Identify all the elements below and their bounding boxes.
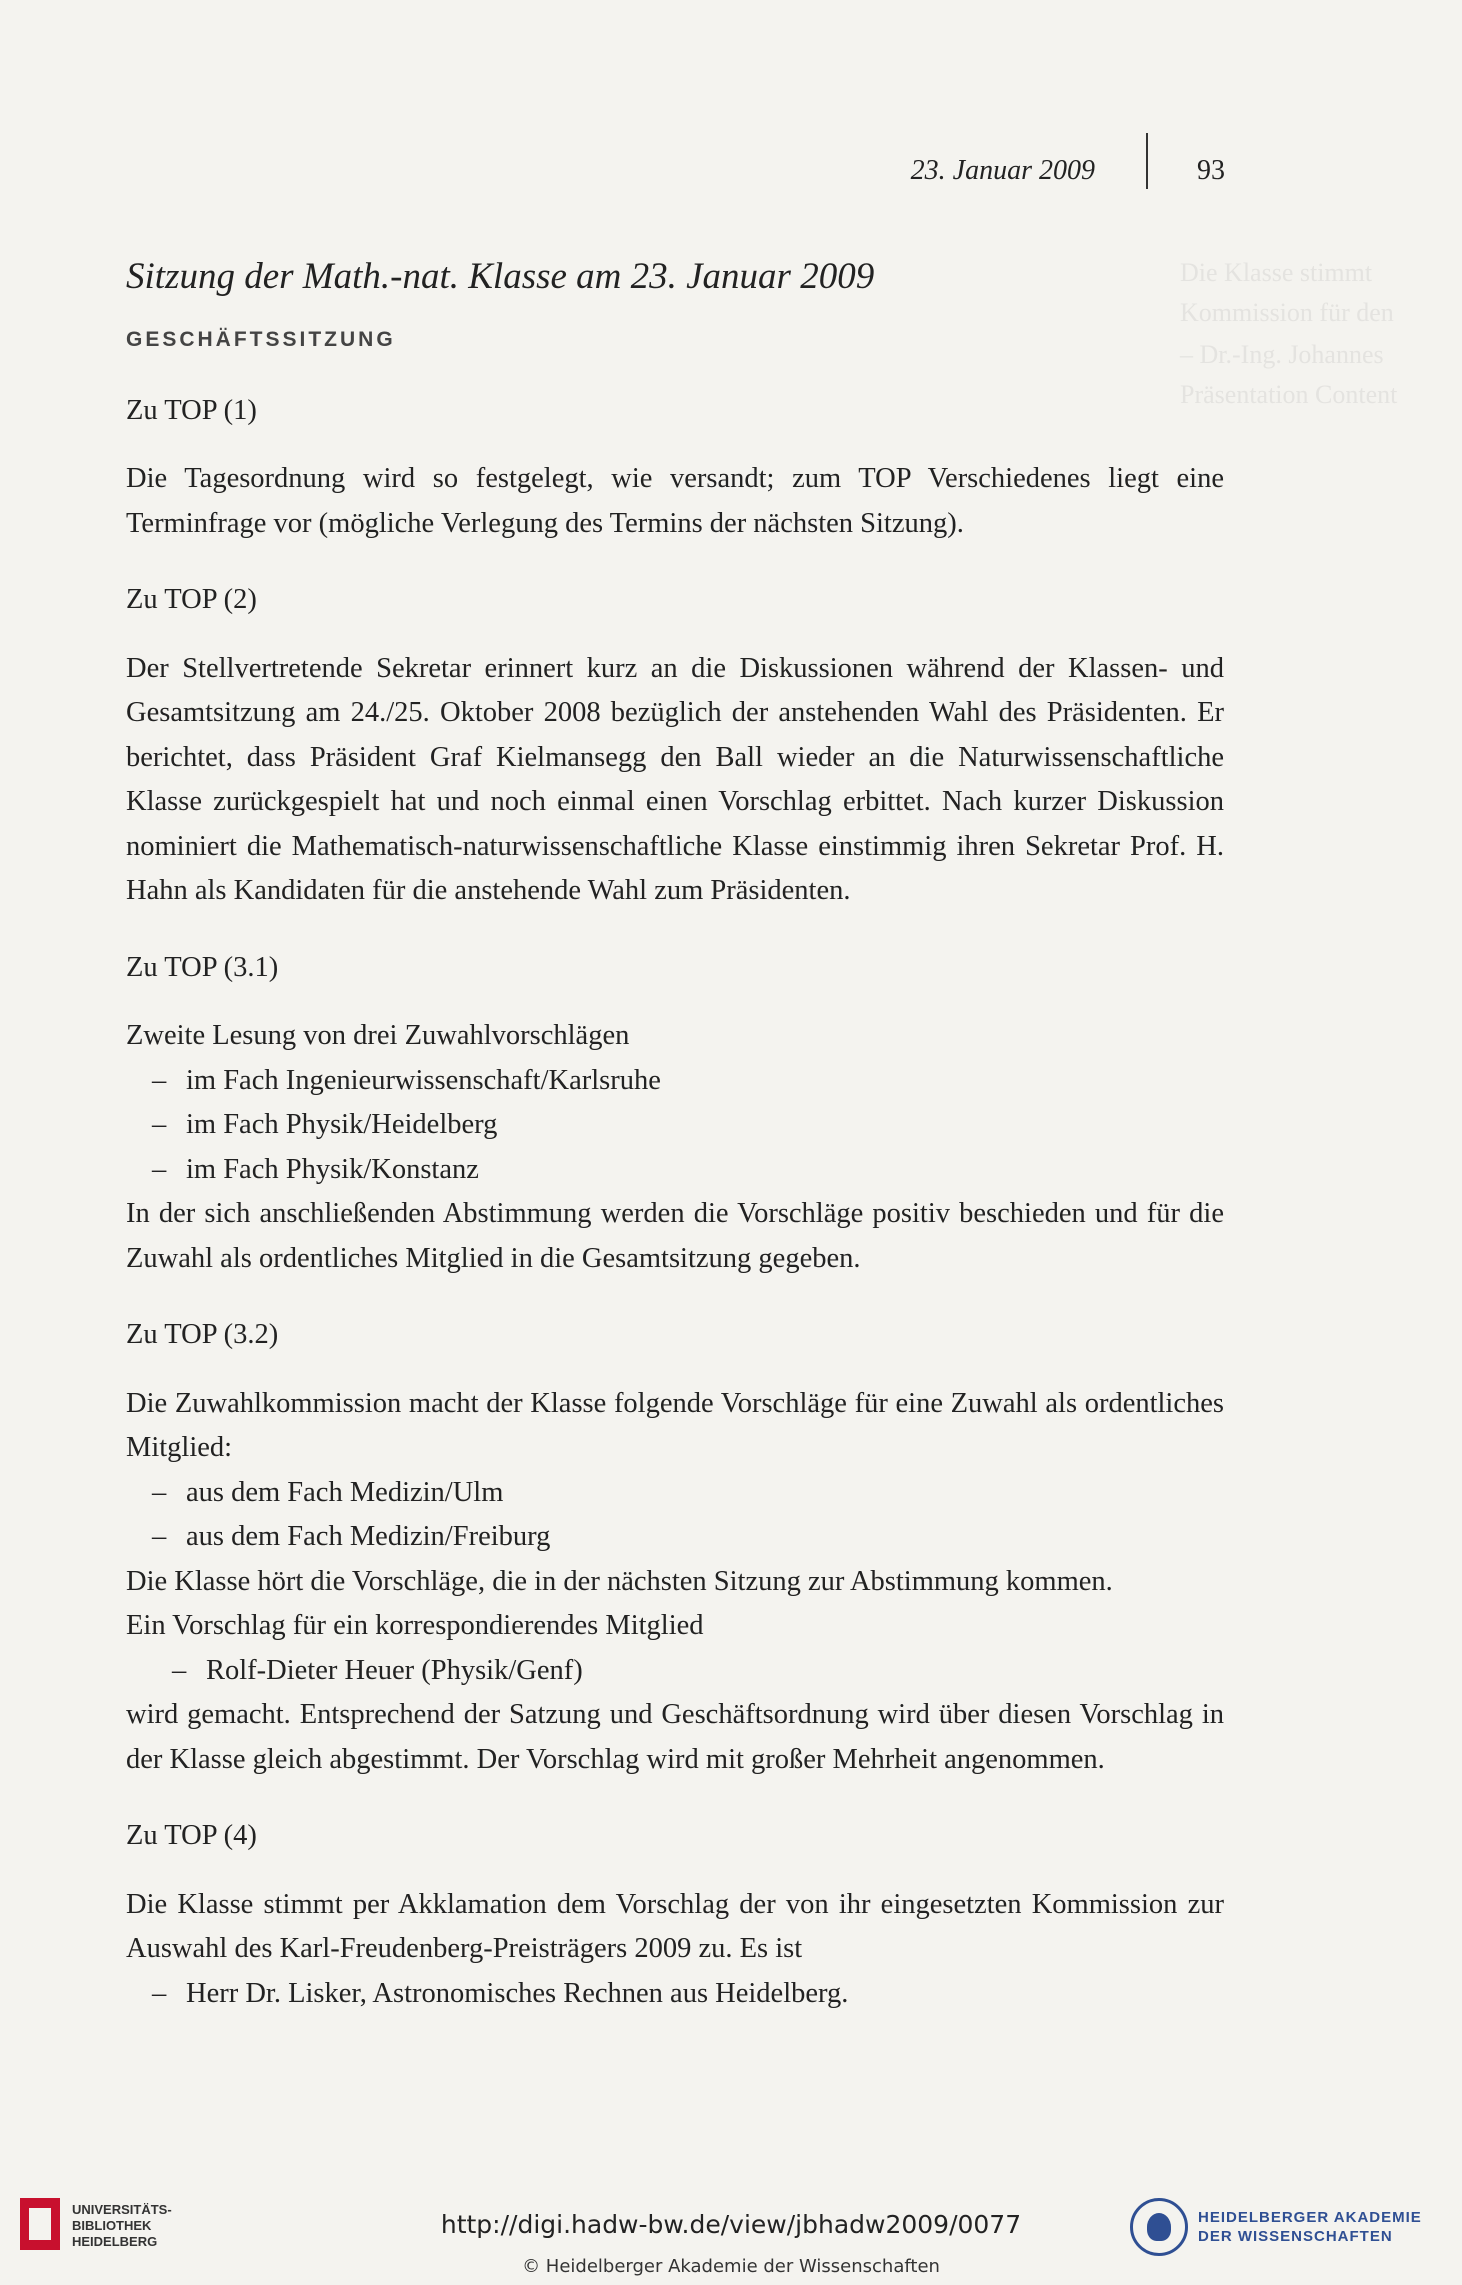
- top-heading: Zu TOP (1): [126, 394, 257, 426]
- dash-list: [126, 1471, 1224, 1560]
- list-item: – aus dem Fach Medizin/Ulm: [152, 1471, 1224, 1516]
- digitization-footer: [0, 2180, 1462, 2285]
- university-library-label: UNIVERSITÄTS- BIBLIOTHEK HEIDELBERG: [72, 2202, 172, 2249]
- dash-list: [126, 1972, 1224, 2017]
- bleed-through-line: Die Klasse stimmt: [1180, 258, 1373, 287]
- header-divider: [1146, 133, 1148, 189]
- top-heading: Zu TOP (2): [126, 584, 257, 615]
- top-heading: Zu TOP (3.1): [126, 951, 279, 983]
- list-item: – Rolf-Dieter Heuer (Physik/Genf): [172, 1649, 1224, 1694]
- bleed-through-line: – Dr.-Ing. Johannes: [1180, 340, 1384, 369]
- page-number: 93: [1197, 155, 1225, 186]
- section-heading: GESCHÄFTSSITZUNG: [126, 328, 396, 351]
- copyright-notice: © Heidelberger Akademie der Wissenschaften: [522, 2256, 940, 2277]
- dash-list: [126, 1649, 1224, 1694]
- dash-list: [126, 1059, 1224, 1193]
- list-item: – Herr Dr. Lisker, Astronomisches Rechnen aus Heidelberg.: [152, 1972, 1224, 2017]
- paragraph: Die Klasse stimmt per Akklamation dem Vorschlag der von ihr eingesetzten Kommission zur Auswahl des Karl-Freudenberg-Preisträgers 2009 zu. Es ist: [126, 1888, 1224, 1964]
- agenda-item-top1: [126, 389, 1224, 547]
- list-item: – im Fach Physik/Konstanz: [152, 1148, 1224, 1193]
- page-title: Sitzung der Math.-nat. Klasse am 23. Januar 2009: [126, 256, 875, 297]
- paragraph: wird gemacht. Entsprechend der Satzung und Geschäftsordnung wird über diesen Vorschlag in der Klasse gleich abgestimmt. Der Vorschlag wird mit großer Mehrheit angenommen.: [126, 1699, 1224, 1775]
- agenda-item-top4: [126, 1814, 1224, 2016]
- list-item: – im Fach Physik/Heidelberg: [152, 1103, 1224, 1148]
- academy-seal-icon: [1130, 2198, 1188, 2256]
- top-heading: Zu TOP (3.2): [126, 1319, 279, 1350]
- agenda-item-top2: [126, 578, 1224, 914]
- paragraph: Der Stellvertretende Sekretar erinnert kurz an die Diskussionen während der Klassen- und Gesamtsitzung am 24./25. Oktober 2008 bezüglich der anstehenden Wahl des Präsidenten. Er berichtet, dass Präsident Graf Kielmansegg den Ball wieder an die Naturwissenschaftliche Klasse zurückgespielt hat und noch einmal einen Vorschlag erbittet. Nach kurzer Diskussion nominiert die Mathematisch-naturwissenschaftliche Klasse einstimmig ihren Sekretar Prof. H. Hahn als Kandidaten für die anstehende Wahl zum Präsidenten.: [126, 652, 1224, 906]
- paragraph: Die Zuwahlkommission macht der Klasse folgende Vorschläge für eine Zuwahl als ordentliches Mitglied:: [126, 1387, 1224, 1463]
- list-item: – aus dem Fach Medizin/Freiburg: [152, 1515, 1224, 1560]
- agenda-item-top3-2: [126, 1313, 1224, 1782]
- running-header: [880, 155, 1225, 189]
- paragraph: Die Tagesordnung wird so festgelegt, wie versandt; zum TOP Verschiedenes liegt eine Terminfrage vor (mögliche Verlegung des Termins der nächsten Sitzung).: [126, 463, 1224, 539]
- paragraph: Die Klasse hört die Vorschläge, die in der nächsten Sitzung zur Abstimmung kommen.: [126, 1565, 1113, 1597]
- source-url-link[interactable]: http://digi.hadw-bw.de/view/jbhadw2009/0077: [440, 2210, 1022, 2239]
- paragraph: Ein Vorschlag für ein korrespondierendes Mitglied: [126, 1610, 704, 1641]
- agenda-item-top3-1: [126, 946, 1224, 1282]
- paragraph: Zweite Lesung von drei Zuwahlvorschlägen: [126, 1020, 630, 1051]
- list-item: – im Fach Ingenieurwissenschaft/Karlsruhe: [152, 1059, 1224, 1104]
- paragraph: In der sich anschließenden Abstimmung werden die Vorschläge positiv beschieden und für die Zuwahl als ordentliches Mitglied in die Gesamtsitzung gegeben.: [126, 1198, 1224, 1274]
- bleed-through-line: Präsentation Content: [1180, 380, 1398, 409]
- header-date: 23. Januar 2009: [910, 155, 1095, 186]
- page-body: [126, 252, 1224, 2016]
- academy-label: HEIDELBERGER AKADEMIE DER WISSENSCHAFTEN: [1198, 2209, 1422, 2245]
- bleed-through-line: Kommission für den: [1180, 298, 1394, 327]
- top-heading: Zu TOP (4): [126, 1820, 257, 1851]
